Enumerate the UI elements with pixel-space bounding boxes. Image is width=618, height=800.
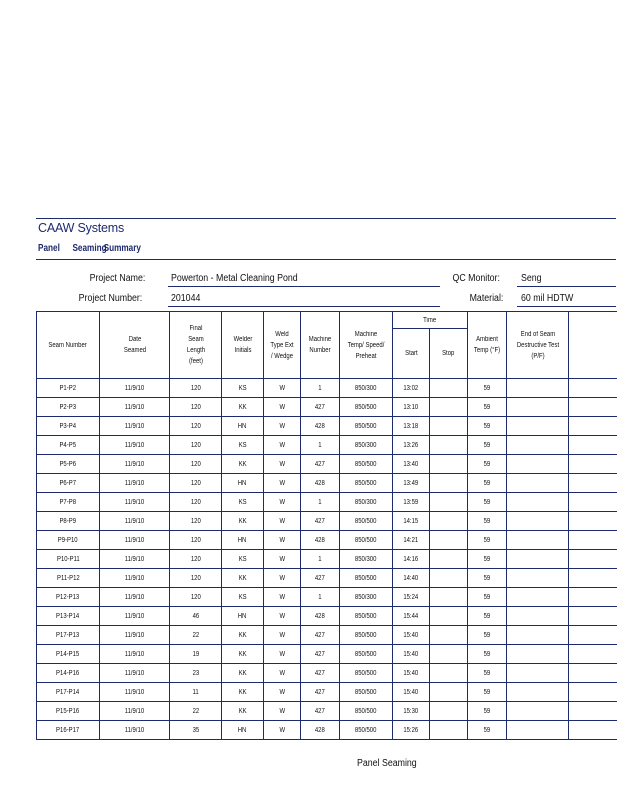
project-name-value: Powerton - Metal Cleaning Pond (171, 273, 298, 284)
cell-start: 15:40 (393, 683, 430, 702)
cell-ambient: 59 (468, 664, 507, 683)
cell-extra (569, 569, 617, 588)
col-machine-temp: Machine Temp/ Speed/ Preheat (340, 312, 393, 379)
table-row (37, 721, 617, 740)
cell-temp: 850/300 (340, 588, 393, 607)
cell-length: 120 (170, 436, 222, 455)
table-row (37, 531, 617, 550)
seaming-log-body (37, 379, 617, 740)
cell-temp: 850/500 (340, 455, 393, 474)
project-name-label: Project Name: (89, 273, 145, 284)
cell-welder: HN (222, 531, 264, 550)
cell-stop (430, 379, 468, 398)
cell-test (507, 550, 569, 569)
cell-start: 15:30 (393, 702, 430, 721)
project-number-label: Project Number: (78, 293, 142, 304)
cell-date: 11/9/10 (100, 455, 170, 474)
cell-ambient: 59 (468, 645, 507, 664)
cell-welder: KK (222, 455, 264, 474)
cell-test (507, 417, 569, 436)
cell-extra (569, 512, 617, 531)
cell-weld: W (264, 436, 301, 455)
cell-seam: P4-P5 (37, 436, 100, 455)
table-row (37, 683, 617, 702)
cell-machine: 428 (301, 721, 340, 740)
cell-extra (569, 626, 617, 645)
cell-length: 120 (170, 569, 222, 588)
cell-length: 120 (170, 379, 222, 398)
cell-welder: KS (222, 379, 264, 398)
cell-test (507, 607, 569, 626)
cell-machine: 428 (301, 417, 340, 436)
cell-stop (430, 721, 468, 740)
cell-length: 120 (170, 455, 222, 474)
cell-extra (569, 645, 617, 664)
col-time-start: Start (393, 329, 430, 379)
project-number-value: 201044 (171, 293, 201, 304)
cell-welder: KS (222, 493, 264, 512)
table-row (37, 550, 617, 569)
col-seam-number: Seam Number (37, 312, 100, 379)
cell-seam: P14-P15 (37, 645, 100, 664)
cell-date: 11/9/10 (100, 645, 170, 664)
cell-start: 15:40 (393, 664, 430, 683)
cell-stop (430, 702, 468, 721)
cell-weld: W (264, 664, 301, 683)
table-row (37, 664, 617, 683)
cell-temp: 850/500 (340, 721, 393, 740)
qc-monitor-underline (517, 286, 616, 287)
cell-start: 14:21 (393, 531, 430, 550)
cell-weld: W (264, 417, 301, 436)
cell-temp: 850/500 (340, 512, 393, 531)
cell-machine: 428 (301, 531, 340, 550)
cell-length: 19 (170, 645, 222, 664)
cell-seam: P16-P17 (37, 721, 100, 740)
cell-ambient: 59 (468, 398, 507, 417)
cell-test (507, 398, 569, 417)
col-machine-number: Machine Number (301, 312, 340, 379)
cell-weld: W (264, 512, 301, 531)
cell-extra (569, 436, 617, 455)
cell-ambient: 59 (468, 721, 507, 740)
cell-extra (569, 455, 617, 474)
cell-test (507, 588, 569, 607)
cell-length: 120 (170, 531, 222, 550)
cell-temp: 850/500 (340, 398, 393, 417)
cell-stop (430, 512, 468, 531)
cell-start: 15:24 (393, 588, 430, 607)
cell-test (507, 531, 569, 550)
cell-length: 11 (170, 683, 222, 702)
cell-ambient: 59 (468, 683, 507, 702)
cell-length: 120 (170, 474, 222, 493)
cell-weld: W (264, 569, 301, 588)
project-number-underline (168, 306, 440, 307)
cell-weld: W (264, 531, 301, 550)
cell-start: 14:16 (393, 550, 430, 569)
cell-welder: KS (222, 588, 264, 607)
cell-machine: 427 (301, 512, 340, 531)
cell-seam: P3-P4 (37, 417, 100, 436)
cell-machine: 427 (301, 398, 340, 417)
report-title-word: Seaming (72, 243, 107, 254)
cell-stop (430, 645, 468, 664)
cell-temp: 850/300 (340, 436, 393, 455)
cell-test (507, 493, 569, 512)
cell-stop (430, 493, 468, 512)
cell-start: 15:44 (393, 607, 430, 626)
cell-temp: 850/500 (340, 664, 393, 683)
cell-test (507, 474, 569, 493)
cell-ambient: 59 (468, 474, 507, 493)
table-row (37, 645, 617, 664)
cell-machine: 427 (301, 569, 340, 588)
cell-date: 11/9/10 (100, 588, 170, 607)
cell-seam: P17-P13 (37, 626, 100, 645)
cell-test (507, 436, 569, 455)
cell-ambient: 59 (468, 531, 507, 550)
cell-date: 11/9/10 (100, 398, 170, 417)
cell-weld: W (264, 607, 301, 626)
cell-welder: KK (222, 569, 264, 588)
cell-machine: 1 (301, 493, 340, 512)
cell-test (507, 645, 569, 664)
cell-stop (430, 436, 468, 455)
cell-stop (430, 626, 468, 645)
footer-label: Panel Seaming (357, 758, 417, 769)
cell-test (507, 512, 569, 531)
cell-length: 120 (170, 588, 222, 607)
cell-seam: P6-P7 (37, 474, 100, 493)
cell-extra (569, 588, 617, 607)
col-destructive-test: End of Seam Destructive Test (P/F) (507, 312, 569, 379)
cell-length: 22 (170, 626, 222, 645)
cell-stop (430, 474, 468, 493)
cell-extra (569, 493, 617, 512)
cell-weld: W (264, 455, 301, 474)
cell-temp: 850/300 (340, 493, 393, 512)
col-time-stop: Stop (430, 329, 468, 379)
cell-test (507, 702, 569, 721)
cell-weld: W (264, 550, 301, 569)
cell-stop (430, 588, 468, 607)
cell-start: 14:40 (393, 569, 430, 588)
cell-seam: P5-P6 (37, 455, 100, 474)
cell-machine: 427 (301, 626, 340, 645)
cell-ambient: 59 (468, 455, 507, 474)
cell-seam: P15-P16 (37, 702, 100, 721)
cell-date: 11/9/10 (100, 417, 170, 436)
cell-weld: W (264, 626, 301, 645)
cell-start: 13:49 (393, 474, 430, 493)
cell-welder: KK (222, 398, 264, 417)
cell-temp: 850/500 (340, 607, 393, 626)
material-label: Material: (469, 293, 503, 304)
cell-seam: P12-P13 (37, 588, 100, 607)
cell-ambient: 59 (468, 607, 507, 626)
cell-test (507, 626, 569, 645)
cell-weld: W (264, 721, 301, 740)
cell-temp: 850/300 (340, 379, 393, 398)
material-value: 60 mil HDTW (521, 293, 574, 304)
cell-start: 13:59 (393, 493, 430, 512)
table-row (37, 626, 617, 645)
col-date-seamed: Date Seamed (100, 312, 170, 379)
cell-ambient: 59 (468, 436, 507, 455)
cell-temp: 850/500 (340, 569, 393, 588)
cell-start: 15:26 (393, 721, 430, 740)
table-row (37, 569, 617, 588)
cell-extra (569, 607, 617, 626)
cell-welder: KK (222, 702, 264, 721)
cell-welder: KK (222, 626, 264, 645)
table-row (37, 493, 617, 512)
cell-welder: KK (222, 512, 264, 531)
title-rule (36, 259, 616, 260)
cell-length: 46 (170, 607, 222, 626)
table-row (37, 607, 617, 626)
cell-machine: 1 (301, 550, 340, 569)
table-row (37, 455, 617, 474)
cell-length: 22 (170, 702, 222, 721)
cell-stop (430, 607, 468, 626)
cell-ambient: 59 (468, 569, 507, 588)
cell-date: 11/9/10 (100, 664, 170, 683)
qc-monitor-value: Seng (521, 273, 542, 284)
cell-start: 13:18 (393, 417, 430, 436)
cell-ambient: 59 (468, 379, 507, 398)
cell-date: 11/9/10 (100, 626, 170, 645)
col-ambient-temp: Ambient Temp (°F) (468, 312, 507, 379)
project-name-underline (168, 286, 440, 287)
cell-weld: W (264, 702, 301, 721)
cell-ambient: 59 (468, 512, 507, 531)
cell-extra (569, 550, 617, 569)
cell-date: 11/9/10 (100, 512, 170, 531)
cell-weld: W (264, 474, 301, 493)
cell-date: 11/9/10 (100, 569, 170, 588)
col-time: Time (393, 312, 468, 329)
cell-seam: P1-P2 (37, 379, 100, 398)
cell-temp: 850/500 (340, 531, 393, 550)
cell-seam: P9-P10 (37, 531, 100, 550)
cell-weld: W (264, 493, 301, 512)
cell-extra (569, 702, 617, 721)
cell-temp: 850/500 (340, 626, 393, 645)
cell-seam: P13-P14 (37, 607, 100, 626)
cell-machine: 428 (301, 474, 340, 493)
cell-start: 14:15 (393, 512, 430, 531)
col-welder-initials: Welder Initials (222, 312, 264, 379)
cell-stop (430, 398, 468, 417)
cell-extra (569, 417, 617, 436)
cell-seam: P7-P8 (37, 493, 100, 512)
cell-start: 13:10 (393, 398, 430, 417)
cell-date: 11/9/10 (100, 493, 170, 512)
cell-machine: 427 (301, 455, 340, 474)
cell-welder: HN (222, 417, 264, 436)
cell-test (507, 683, 569, 702)
cell-seam: P11-P12 (37, 569, 100, 588)
cell-date: 11/9/10 (100, 607, 170, 626)
cell-extra (569, 683, 617, 702)
table-row (37, 512, 617, 531)
cell-temp: 850/500 (340, 683, 393, 702)
cell-test (507, 569, 569, 588)
cell-machine: 1 (301, 588, 340, 607)
cell-extra (569, 379, 617, 398)
cell-ambient: 59 (468, 550, 507, 569)
cell-machine: 427 (301, 702, 340, 721)
cell-stop (430, 550, 468, 569)
col-extra (569, 312, 617, 379)
cell-stop (430, 417, 468, 436)
cell-seam: P2-P3 (37, 398, 100, 417)
table-row (37, 436, 617, 455)
cell-length: 23 (170, 664, 222, 683)
cell-start: 13:26 (393, 436, 430, 455)
cell-machine: 1 (301, 379, 340, 398)
cell-temp: 850/500 (340, 417, 393, 436)
top-rule (36, 218, 616, 219)
cell-length: 120 (170, 550, 222, 569)
cell-welder: KK (222, 683, 264, 702)
material-underline (517, 306, 616, 307)
cell-length: 120 (170, 417, 222, 436)
report-title-word: Summary (103, 243, 141, 254)
cell-length: 120 (170, 398, 222, 417)
cell-test (507, 664, 569, 683)
cell-welder: HN (222, 474, 264, 493)
cell-extra (569, 531, 617, 550)
cell-date: 11/9/10 (100, 436, 170, 455)
cell-seam: P14-P16 (37, 664, 100, 683)
cell-temp: 850/500 (340, 645, 393, 664)
cell-extra (569, 398, 617, 417)
cell-date: 11/9/10 (100, 683, 170, 702)
cell-temp: 850/300 (340, 550, 393, 569)
cell-extra (569, 721, 617, 740)
cell-weld: W (264, 588, 301, 607)
cell-temp: 850/500 (340, 702, 393, 721)
cell-test (507, 455, 569, 474)
table-row (37, 379, 617, 398)
cell-extra (569, 664, 617, 683)
cell-stop (430, 683, 468, 702)
report-title (38, 243, 141, 254)
cell-start: 15:40 (393, 626, 430, 645)
cell-seam: P10-P11 (37, 550, 100, 569)
cell-start: 13:40 (393, 455, 430, 474)
cell-start: 13:02 (393, 379, 430, 398)
col-final-seam-length: Final Seam Length (feet) (170, 312, 222, 379)
cell-length: 120 (170, 493, 222, 512)
cell-date: 11/9/10 (100, 379, 170, 398)
cell-welder: KK (222, 645, 264, 664)
cell-machine: 1 (301, 436, 340, 455)
table-row (37, 702, 617, 721)
cell-start: 15:40 (393, 645, 430, 664)
cell-seam: P8-P9 (37, 512, 100, 531)
cell-length: 35 (170, 721, 222, 740)
cell-test (507, 721, 569, 740)
report-title-word: Panel (38, 243, 60, 254)
cell-test (507, 379, 569, 398)
qc-monitor-label: QC Monitor: (452, 273, 500, 284)
cell-date: 11/9/10 (100, 721, 170, 740)
table-row (37, 398, 617, 417)
cell-ambient: 59 (468, 588, 507, 607)
cell-ambient: 59 (468, 702, 507, 721)
cell-welder: HN (222, 721, 264, 740)
cell-stop (430, 455, 468, 474)
table-row (37, 417, 617, 436)
cell-ambient: 59 (468, 493, 507, 512)
cell-seam: P17-P14 (37, 683, 100, 702)
cell-stop (430, 531, 468, 550)
table-row (37, 588, 617, 607)
cell-weld: W (264, 398, 301, 417)
cell-machine: 428 (301, 607, 340, 626)
cell-stop (430, 664, 468, 683)
col-weld-type: Weld Type Ext / Wedge (264, 312, 301, 379)
cell-welder: KS (222, 436, 264, 455)
cell-machine: 427 (301, 645, 340, 664)
cell-stop (430, 569, 468, 588)
cell-date: 11/9/10 (100, 550, 170, 569)
seaming-log-table (36, 311, 617, 740)
cell-welder: KS (222, 550, 264, 569)
company-name: CAAW Systems (38, 221, 125, 235)
cell-length: 120 (170, 512, 222, 531)
cell-ambient: 59 (468, 417, 507, 436)
cell-date: 11/9/10 (100, 474, 170, 493)
cell-weld: W (264, 379, 301, 398)
cell-temp: 850/500 (340, 474, 393, 493)
cell-machine: 427 (301, 683, 340, 702)
cell-extra (569, 474, 617, 493)
cell-weld: W (264, 645, 301, 664)
cell-date: 11/9/10 (100, 531, 170, 550)
cell-date: 11/9/10 (100, 702, 170, 721)
cell-welder: HN (222, 607, 264, 626)
cell-welder: KK (222, 664, 264, 683)
cell-weld: W (264, 683, 301, 702)
cell-machine: 427 (301, 664, 340, 683)
table-row (37, 474, 617, 493)
cell-ambient: 59 (468, 626, 507, 645)
